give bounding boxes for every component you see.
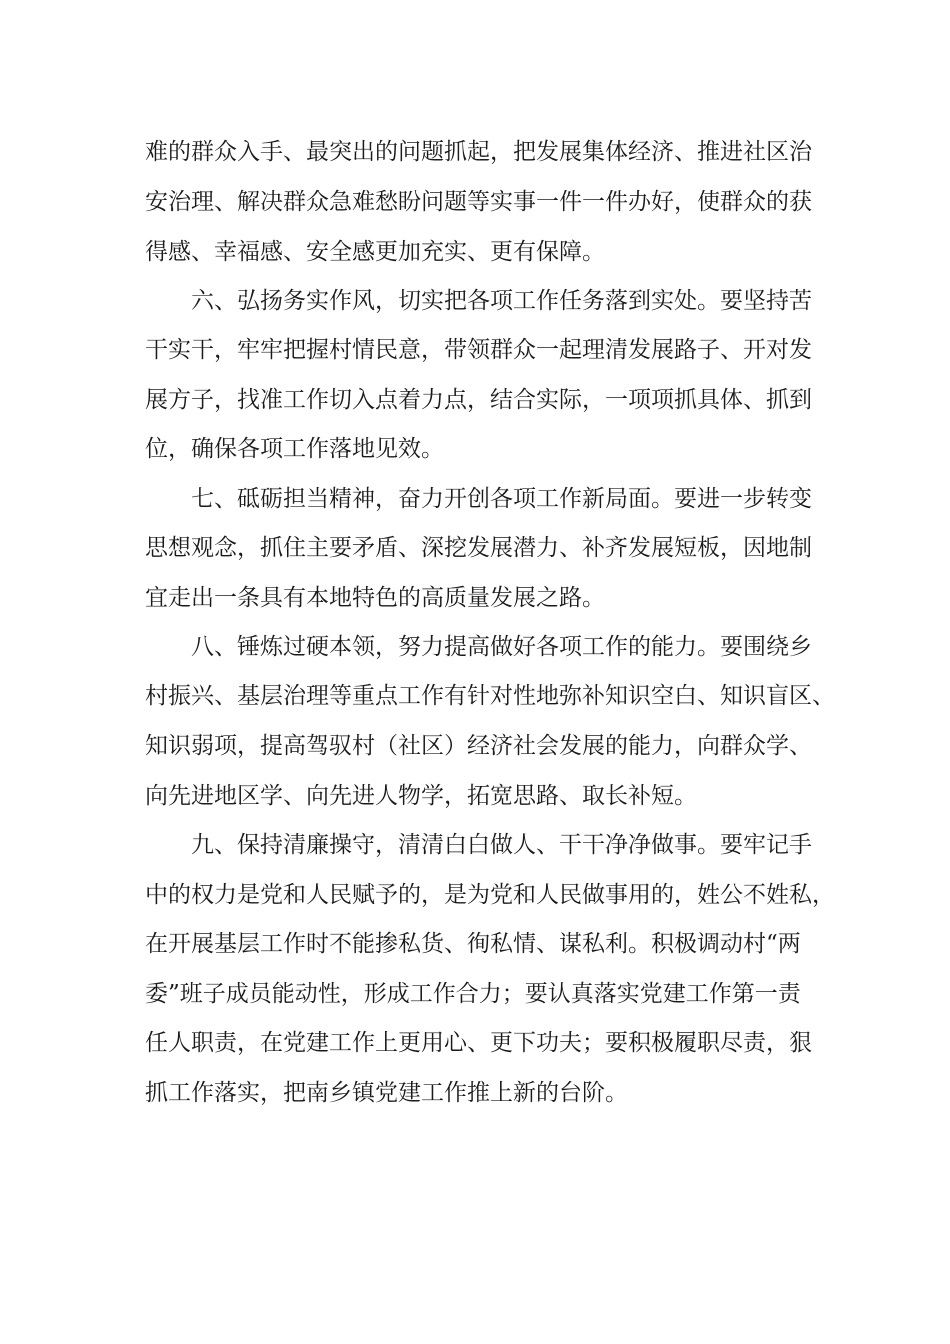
text-line: 中的权力是党和人民赋予的，是为党和人民做事用的，姓公不姓私，	[145, 882, 835, 908]
paragraph-start-line: 七、砥砺担当精神，奋力开创各项工作新局面。要进一步转变	[191, 486, 812, 512]
text-line: 抓工作落实，把南乡镇党建工作推上新的台阶。	[145, 1080, 628, 1106]
paragraph-start-line: 六、弘扬务实作风，切实把各项工作任务落到实处。要坚持苦	[191, 288, 812, 314]
text-line: 在开展基层工作时不能掺私货、徇私情、谋私利。积极调动村“两	[145, 931, 801, 957]
paragraph-start-line: 九、保持清廉操守，清清白白做人、干干净净做事。要牢记手	[191, 832, 812, 858]
text-line: 位，确保各项工作落地见效。	[145, 436, 444, 462]
text-line: 任人职责，在党建工作上更用心、更下功夫；要积极履职尽责，狠	[145, 1030, 812, 1056]
text-line: 得感、幸福感、安全感更加充实、更有保障。	[145, 239, 605, 265]
text-line: 宜走出一条具有本地特色的高质量发展之路。	[145, 585, 605, 611]
text-line: 知识弱项，提高驾驭村（社区）经济社会发展的能力，向群众学、	[145, 733, 812, 759]
text-line: 安治理、解决群众急难愁盼问题等实事一件一件办好，使群众的获	[145, 189, 812, 215]
paragraph-start-line: 八、锤炼过硬本领，努力提高做好各项工作的能力。要围绕乡	[191, 634, 812, 660]
text-line: 展方子，找准工作切入点着力点，结合实际，一项项抓具体、抓到	[145, 387, 812, 413]
text-line: 难的群众入手、最突出的问题抓起，把发展集体经济、推进社区治	[145, 139, 812, 165]
text-line: 干实干，牢牢把握村情民意，带领群众一起理清发展路子、开对发	[145, 337, 812, 363]
text-line: 思想观念，抓住主要矛盾、深挖发展潜力、补齐发展短板，因地制	[145, 535, 812, 561]
text-line: 向先进地区学、向先进人物学，拓宽思路、取长补短。	[145, 783, 697, 809]
text-line: 委”班子成员能动性，形成工作合力；要认真落实党建工作第一责	[145, 981, 801, 1007]
text-line: 村振兴、基层治理等重点工作有针对性地弥补知识空白、知识盲区、	[145, 683, 835, 709]
